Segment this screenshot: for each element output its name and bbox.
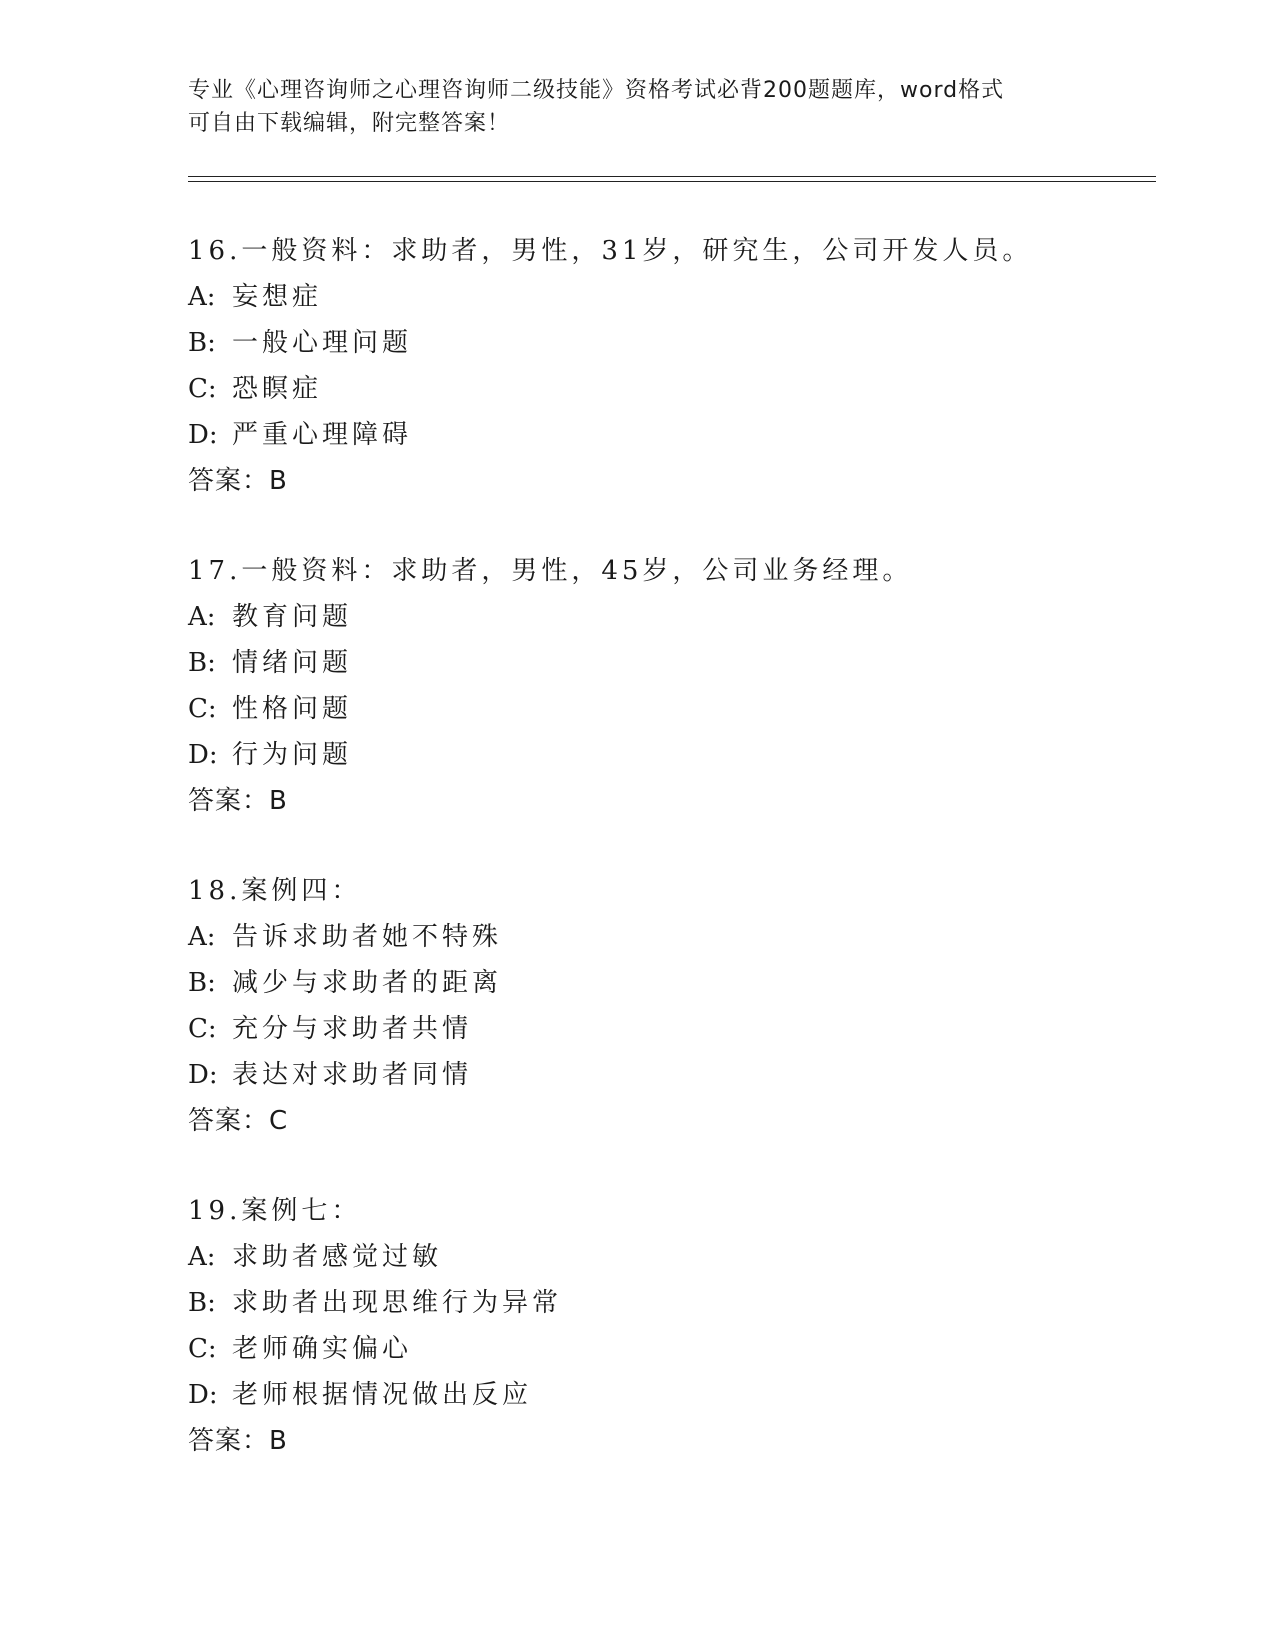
option-d: [188, 1052, 1148, 1098]
header-divider-top: [188, 176, 1156, 177]
option-key: C:: [188, 1014, 217, 1044]
option-text: 恐瞑症: [232, 374, 323, 404]
option-key: C:: [188, 1334, 217, 1364]
answer-line: 答案：C: [188, 1106, 289, 1136]
option-c: [188, 1006, 1148, 1052]
question-stem: 19.案例七：: [188, 1196, 362, 1226]
option-b: [188, 960, 1148, 1006]
header-divider-bottom: [188, 181, 1156, 182]
answer-line: 答案：B: [188, 786, 288, 816]
option-key: A:: [188, 922, 216, 952]
option-text: 求助者出现思维行为异常: [232, 1288, 563, 1318]
option-a: [188, 1234, 1148, 1280]
option-text: 一般心理问题: [232, 328, 413, 358]
option-key: C:: [188, 374, 217, 404]
option-key: C:: [188, 694, 217, 724]
option-a: [188, 914, 1148, 960]
option-c: [188, 686, 1148, 732]
option-a: [188, 594, 1148, 640]
option-text: 严重心理障碍: [232, 420, 413, 450]
option-c: [188, 366, 1148, 412]
option-b: [188, 1280, 1148, 1326]
option-key: B:: [188, 648, 216, 678]
option-b: [188, 320, 1148, 366]
option-text: 老师确实偏心: [232, 1334, 413, 1364]
option-key: D:: [188, 1060, 218, 1090]
option-text: 告诉求助者她不特殊: [232, 922, 503, 952]
option-d: [188, 732, 1148, 778]
option-key: B:: [188, 1288, 216, 1318]
option-d: [188, 1372, 1148, 1418]
question-block: [188, 1188, 1148, 1464]
question-block: [188, 868, 1148, 1144]
header-line-2: 可自由下载编辑，附完整答案！: [188, 111, 511, 136]
option-key: B:: [188, 968, 216, 998]
question-stem: 16.一般资料：求助者，男性，31岁，研究生，公司开发人员。: [188, 236, 1033, 266]
option-key: D:: [188, 1380, 218, 1410]
header-line-1: 专业《心理咨询师之心理咨询师二级技能》资格考试必背200题题库，word格式: [188, 78, 1005, 103]
answer-line: 答案：B: [188, 466, 288, 496]
option-c: [188, 1326, 1148, 1372]
question-block: [188, 228, 1148, 504]
option-text: 减少与求助者的距离: [232, 968, 503, 998]
option-text: 教育问题: [232, 602, 353, 632]
option-text: 行为问题: [232, 740, 353, 770]
option-key: A:: [188, 282, 216, 312]
option-key: B:: [188, 328, 216, 358]
option-text: 表达对求助者同情: [232, 1060, 473, 1090]
option-key: A:: [188, 1242, 216, 1272]
option-key: D:: [188, 420, 218, 450]
option-key: D:: [188, 740, 218, 770]
document-header: [188, 74, 1088, 140]
option-text: 性格问题: [232, 694, 353, 724]
option-text: 情绪问题: [232, 648, 353, 678]
question-block: [188, 548, 1148, 824]
option-d: [188, 412, 1148, 458]
option-key: A:: [188, 602, 216, 632]
option-b: [188, 640, 1148, 686]
option-text: 充分与求助者共情: [232, 1014, 473, 1044]
option-a: [188, 274, 1148, 320]
option-text: 求助者感觉过敏: [232, 1242, 443, 1272]
option-text: 妄想症: [232, 282, 323, 312]
question-stem: 17.一般资料：求助者，男性，45岁，公司业务经理。: [188, 556, 913, 586]
question-stem: 18.案例四：: [188, 876, 362, 906]
answer-line: 答案：B: [188, 1426, 288, 1456]
option-text: 老师根据情况做出反应: [232, 1380, 533, 1410]
